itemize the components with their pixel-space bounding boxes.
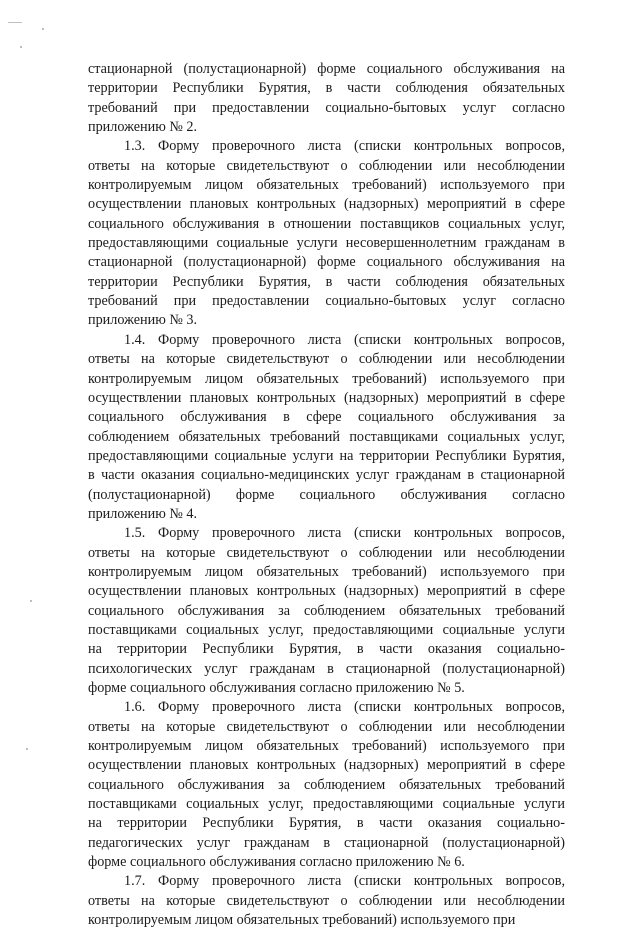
- text-line: стационарной (полустационарной) форме социального обслуживания на: [88, 61, 565, 77]
- text-line: психологических услуг гражданам в стационарной (полустационарной): [88, 660, 565, 677]
- text-line: 1.6. Форму проверочного листа (списки контрольных вопросов,: [124, 699, 565, 716]
- text-line: стационарной (полустационарной) форме социального обслуживания на: [88, 254, 565, 271]
- text-line: территории Республики Бурятия, в части соблюдения обязательных: [88, 80, 565, 97]
- text-line: ответы на которые свидетельствуют о соблюдении или несоблюдении: [88, 157, 565, 174]
- text-line: требований при предоставлении социально-бытовых услуг согласно: [88, 99, 565, 116]
- paragraph-p-1-7: [88, 872, 565, 930]
- text-line: 1.7. Форму проверочного листа (списки контрольных вопросов,: [124, 873, 565, 890]
- text-line: поставщиками социальных услуг, предоставляющими социальные услуги: [88, 796, 565, 813]
- text-line: 1.5. Форму проверочного листа (списки контрольных вопросов,: [124, 525, 565, 542]
- text-line: контролируемым лицом обязательных требований) используемого при: [88, 738, 565, 755]
- text-line: 1.3. Форму проверочного листа (списки контрольных вопросов,: [124, 138, 565, 155]
- scan-artifact: [42, 28, 44, 30]
- text-line: педагогических услуг гражданам в стационарной (полустационарной): [88, 834, 565, 851]
- paragraph-p-cont: [88, 60, 565, 137]
- text-line: ответы на которые свидетельствуют о соблюдении или несоблюдении: [88, 544, 565, 561]
- text-line: форме социального обслуживания согласно приложению № 5.: [88, 680, 465, 696]
- paragraph-p-1-3: [88, 137, 565, 330]
- text-line: социального обслуживания в отношении поставщиков социальных услуг,: [88, 215, 565, 232]
- text-line: предоставляющими социальные услуги несовершеннолетним гражданам в: [88, 235, 565, 252]
- document-body: [88, 60, 565, 930]
- text-line: на территории Республики Бурятия, в части оказания социально-: [88, 641, 565, 658]
- text-line: приложению № 3.: [88, 312, 198, 329]
- text-line: контролируемым лицом обязательных требований) используемого при: [88, 563, 565, 580]
- text-line: приложению № 2.: [88, 119, 198, 136]
- paragraph-p-1-6: [88, 698, 565, 872]
- text-line: приложению № 4.: [88, 505, 198, 522]
- text-line: требований при предоставлении социально-бытовых услуг согласно: [88, 293, 565, 310]
- paragraph-p-1-5: [88, 524, 565, 698]
- text-line: ответы на которые свидетельствуют о соблюдении или несоблюдении: [88, 892, 565, 909]
- scan-artifact: [8, 22, 22, 23]
- text-line: социального обслуживания за соблюдением обязательных требований: [88, 602, 565, 619]
- text-line: социального обслуживания за соблюдением обязательных требований: [88, 776, 565, 793]
- scan-artifact: [20, 46, 22, 48]
- text-line: осуществлении плановых контрольных (надзорных) мероприятий в сфере: [88, 583, 565, 600]
- text-line: контролируемым лицом обязательных требований) используемого при: [88, 912, 516, 929]
- text-line: в части оказания социально-медицинских услуг гражданам в стационарной: [88, 467, 565, 484]
- scan-artifact: [30, 600, 32, 602]
- text-line: соблюдением обязательных требований поставщиками социальных услуг,: [88, 428, 565, 445]
- text-line: территории Республики Бурятия, в части соблюдения обязательных: [88, 273, 565, 290]
- text-line: осуществлении плановых контрольных (надзорных) мероприятий в сфере: [88, 757, 565, 774]
- text-line: поставщиками социальных услуг, предоставляющими социальные услуги: [88, 621, 565, 638]
- text-line: осуществлении плановых контрольных (надзорных) мероприятий в сфере: [88, 196, 565, 213]
- scan-artifact: [26, 748, 28, 750]
- paragraph-p-1-4: [88, 331, 565, 524]
- text-line: ответы на которые свидетельствуют о соблюдении или несоблюдении: [88, 718, 565, 735]
- text-line: контролируемым лицом обязательных требований) используемого при: [88, 177, 565, 194]
- text-line: социального обслуживания в сфере социального обслуживания за: [88, 409, 565, 426]
- text-line: на территории Республики Бурятия, в части оказания социально-: [88, 815, 565, 832]
- text-line: предоставляющими социальные услуги на территории Республики Бурятия,: [88, 447, 565, 464]
- text-line: (полустационарной) форме социального обслуживания согласно: [88, 486, 565, 503]
- text-line: форме социального обслуживания согласно приложению № 6.: [88, 854, 465, 871]
- text-line: контролируемым лицом обязательных требований) используемого при: [88, 370, 565, 387]
- text-line: осуществлении плановых контрольных (надзорных) мероприятий в сфере: [88, 389, 565, 406]
- text-line: ответы на которые свидетельствуют о соблюдении или несоблюдении: [88, 351, 565, 368]
- text-line: 1.4. Форму проверочного листа (списки контрольных вопросов,: [124, 331, 565, 348]
